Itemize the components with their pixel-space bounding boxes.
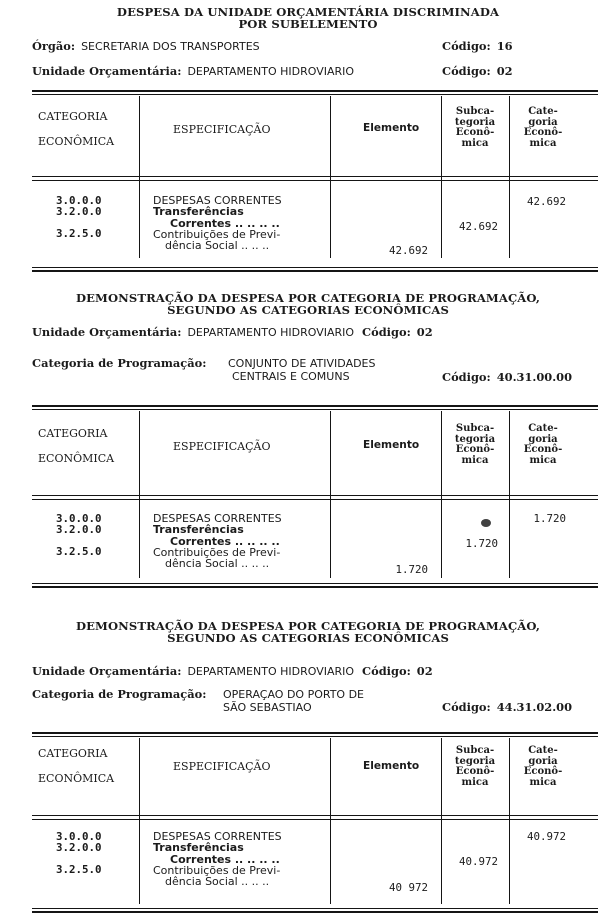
categoria-value-line1: CONJUNTO DE ATIVIDADES xyxy=(228,357,376,370)
header-categoria-line1: CATEGORIA xyxy=(38,110,108,123)
section2-unidade xyxy=(32,326,433,339)
codigo-label: Código: xyxy=(442,39,491,53)
categoria-value-line1: OPERAÇAO DO PORTO DE xyxy=(223,688,364,701)
spec-line-4: Contribuições de Previ- xyxy=(153,545,281,559)
unidade-code: 02 xyxy=(416,664,433,678)
table-2 xyxy=(32,405,598,595)
spec-line-3: Correntes .. .. .. .. xyxy=(170,216,280,230)
section3-title-line2: SEGUNDO AS CATEGORIAS ECONÔMICAS xyxy=(167,631,449,645)
spec-line-2: Transferências xyxy=(153,523,244,537)
header-categoria-economica: Cate- goria Econô- mica xyxy=(523,106,563,149)
codigo-label: Código: xyxy=(362,325,411,339)
unidade-code: 02 xyxy=(496,64,513,78)
section2-categoria xyxy=(32,357,206,370)
table-3-codes: 3.0.0.0 3.2.0.0 3.2.5.0 xyxy=(56,830,102,876)
header-categoria-line2: ECONÔMICA xyxy=(38,452,115,465)
table-3-categoria-value: 40.972 xyxy=(526,830,566,843)
header-categoria-line1: CATEGORIA xyxy=(38,747,108,760)
header-categoria-economica: Cate- goria Econô- mica xyxy=(523,423,563,466)
table-1-elemento-value: 42.692 xyxy=(388,244,428,257)
table-1-subcategoria-value: 42.692 xyxy=(458,220,498,233)
categoria-value-line2: CENTRAIS E COMUNS xyxy=(232,370,350,383)
categoria-label: Categoria de Programação: xyxy=(32,356,207,370)
table-1-specification xyxy=(153,195,282,251)
ink-smudge xyxy=(481,519,491,527)
header-categoria-line2: ECONÔMICA xyxy=(38,135,115,148)
section3-title-line1: DEMONSTRAÇÃO DA DESPESA POR CATEGORIA DE PROGRAMAÇÃO, xyxy=(75,619,541,633)
table-2-elemento-value: 1.720 xyxy=(395,563,428,576)
section2-title xyxy=(28,292,588,316)
section1-unidade xyxy=(32,65,354,78)
table-3-elemento-value: 40 972 xyxy=(388,881,428,894)
categoria-code: 40.31.00.00 xyxy=(496,370,573,384)
table-1-codes: 3.0.0.0 3.2.0.0 3.2.5.0 xyxy=(56,194,102,240)
orgao-code: 16 xyxy=(496,39,513,53)
spec-line-4: Contribuições de Previ- xyxy=(153,227,281,241)
spec-line-5: dência Social .. .. .. xyxy=(165,239,270,253)
section3-categoria-code xyxy=(442,701,572,714)
spec-line-1: DESPESAS CORRENTES xyxy=(153,830,282,843)
spec-line-4: Contribuições de Previ- xyxy=(153,863,281,877)
section2-title-line1: DEMONSTRAÇÃO DA DESPESA POR CATEGORIA DE PROGRAMAÇÃO, xyxy=(75,291,541,305)
section2-categoria-value xyxy=(228,357,376,383)
section1-title-line2: POR SUBELEMENTO xyxy=(238,17,378,31)
table-1 xyxy=(32,90,598,280)
header-categoria-line1: CATEGORIA xyxy=(38,427,108,440)
unidade-code: 02 xyxy=(416,325,433,339)
unidade-label: Unidade Orçamentária: xyxy=(32,325,182,339)
codigo-label: Código: xyxy=(442,370,491,384)
spec-line-2: Transferências xyxy=(153,205,244,219)
header-categoria-economica: Cate- goria Econô- mica xyxy=(523,745,563,788)
header-subcategoria: Subca- tegoria Econô- mica xyxy=(454,106,496,149)
header-especificacao: ESPECIFICAÇÃO xyxy=(173,123,271,136)
section1-unidade-code xyxy=(442,65,513,78)
spec-line-2: Transferências xyxy=(153,841,244,855)
section3-categoria-value xyxy=(223,688,364,714)
header-elemento: Elemento xyxy=(363,760,420,772)
section1-title-line1: DESPESA DA UNIDADE ORÇAMENTÁRIA DISCRIMINADA xyxy=(116,5,500,19)
table-2-categoria-value: 1.720 xyxy=(533,512,566,525)
categoria-label: Categoria de Programação: xyxy=(32,687,207,701)
header-subcategoria: Subca- tegoria Econô- mica xyxy=(454,745,496,788)
table-3-subcategoria-value: 40.972 xyxy=(458,855,498,868)
codigo-label: Código: xyxy=(442,700,491,714)
table-1-categoria-value: 42.692 xyxy=(526,195,566,208)
unidade-label: Unidade Orçamentária: xyxy=(32,64,182,78)
orgao-value: SECRETARIA DOS TRANSPORTES xyxy=(81,40,260,53)
table-3-specification xyxy=(153,831,282,887)
unidade-value: DEPARTAMENTO HIDROVIARIO xyxy=(187,326,355,339)
unidade-label: Unidade Orçamentária: xyxy=(32,664,182,678)
unidade-value: DEPARTAMENTO HIDROVIARIO xyxy=(187,665,355,678)
spec-line-5: dência Social .. .. .. xyxy=(165,557,270,571)
categoria-value-line2: SÃO SEBASTIAO xyxy=(223,701,312,714)
section1-orgao xyxy=(32,40,260,53)
codigo-label: Código: xyxy=(362,664,411,678)
table-3 xyxy=(32,732,598,922)
spec-line-1: DESPESAS CORRENTES xyxy=(153,512,282,525)
unidade-value: DEPARTAMENTO HIDROVIARIO xyxy=(187,65,355,78)
spec-line-5: dência Social .. .. .. xyxy=(165,875,270,889)
section2-categoria-code xyxy=(442,371,572,384)
section1-orgao-code xyxy=(442,40,513,53)
section3-categoria xyxy=(32,688,206,701)
table-2-codes: 3.0.0.0 3.2.0.0 3.2.5.0 xyxy=(56,512,102,558)
orgao-label: Órgão: xyxy=(32,39,76,53)
section3-title xyxy=(28,620,588,644)
header-categoria-line2: ECONÔMICA xyxy=(38,772,115,785)
categoria-code: 44.31.02.00 xyxy=(496,700,573,714)
header-elemento: Elemento xyxy=(363,439,420,451)
spec-line-3: Correntes .. .. .. .. xyxy=(170,852,280,866)
header-especificacao: ESPECIFICAÇÃO xyxy=(173,760,271,773)
table-2-specification xyxy=(153,513,282,569)
spec-line-1: DESPESAS CORRENTES xyxy=(153,194,282,207)
section1-title xyxy=(28,6,588,30)
header-elemento: Elemento xyxy=(363,122,420,134)
codigo-label: Código: xyxy=(442,64,491,78)
section3-unidade xyxy=(32,665,433,678)
header-especificacao: ESPECIFICAÇÃO xyxy=(173,440,271,453)
spec-line-3: Correntes .. .. .. .. xyxy=(170,534,280,548)
header-subcategoria: Subca- tegoria Econô- mica xyxy=(454,423,496,466)
table-2-subcategoria-value: 1.720 xyxy=(465,537,498,550)
section2-title-line2: SEGUNDO AS CATEGORIAS ECONÔMICAS xyxy=(167,303,449,317)
